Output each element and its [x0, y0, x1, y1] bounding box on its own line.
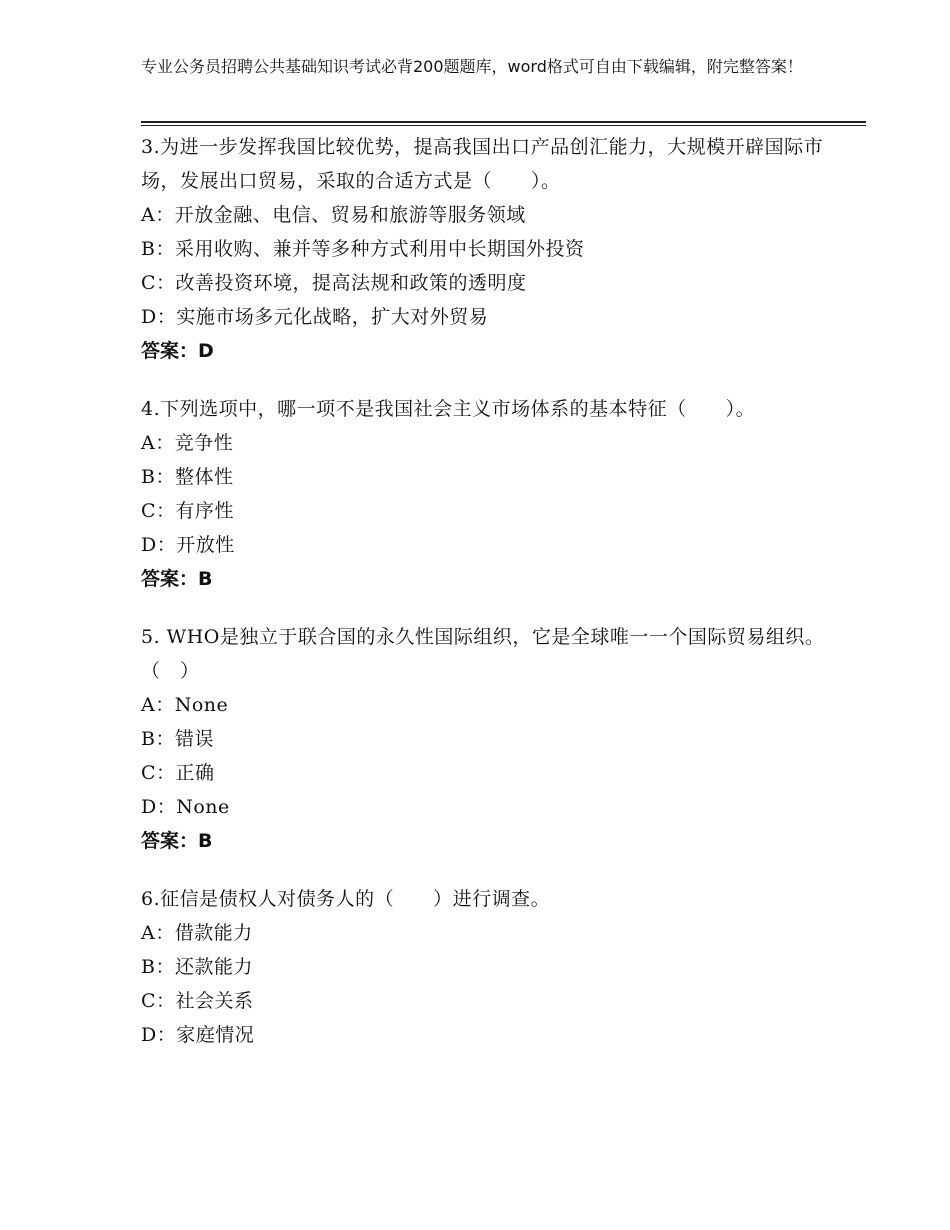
question-stem: 3.为进一步发挥我国比较优势，提高我国出口产品创汇能力，大规模开辟国际市场，发展出口贸易，采取的合适方式是（ ）。 [141, 136, 824, 192]
option-c: C：社会关系 [141, 990, 254, 1012]
option-a: A：None [141, 694, 229, 716]
answer: 答案：B [141, 568, 213, 590]
answer: 答案：D [141, 340, 214, 362]
question-stem: 6.征信是债权人对债务人的（ ）进行调查。 [141, 888, 551, 910]
option-b: B：还款能力 [141, 956, 253, 978]
question-list [141, 130, 841, 1076]
option-d: D：开放性 [141, 534, 235, 556]
option-d: D：None [141, 796, 230, 818]
header-rule [141, 121, 866, 123]
question-4 [141, 392, 841, 596]
question-stem: 5. WHO是独立于联合国的永久性国际组织，它是全球唯一一个国际贸易组织。（ ） [141, 626, 825, 682]
option-b: B：整体性 [141, 466, 234, 488]
option-d: D：实施市场多元化战略，扩大对外贸易 [141, 306, 489, 328]
option-b: B：错误 [141, 728, 214, 750]
option-c: C：正确 [141, 762, 215, 784]
question-3 [141, 130, 841, 368]
answer: 答案：B [141, 830, 213, 852]
option-c: C：有序性 [141, 500, 235, 522]
option-a: A：借款能力 [141, 922, 253, 944]
option-c: C：改善投资环境，提高法规和政策的透明度 [141, 272, 527, 294]
option-a: A：竞争性 [141, 432, 234, 454]
option-d: D：家庭情况 [141, 1024, 255, 1046]
question-5 [141, 620, 841, 858]
option-b: B：采用收购、兼并等多种方式利用中长期国外投资 [141, 238, 585, 260]
option-a: A：开放金融、电信、贸易和旅游等服务领域 [141, 204, 526, 226]
question-6 [141, 882, 841, 1052]
header-rule-thin [141, 125, 866, 126]
page-header: 专业公务员招聘公共基础知识考试必背200题题库，word格式可自由下载编辑，附完整答案！ [141, 57, 803, 76]
question-stem: 4.下列选项中，哪一项不是我国社会主义市场体系的基本特征（ ）。 [141, 398, 756, 420]
